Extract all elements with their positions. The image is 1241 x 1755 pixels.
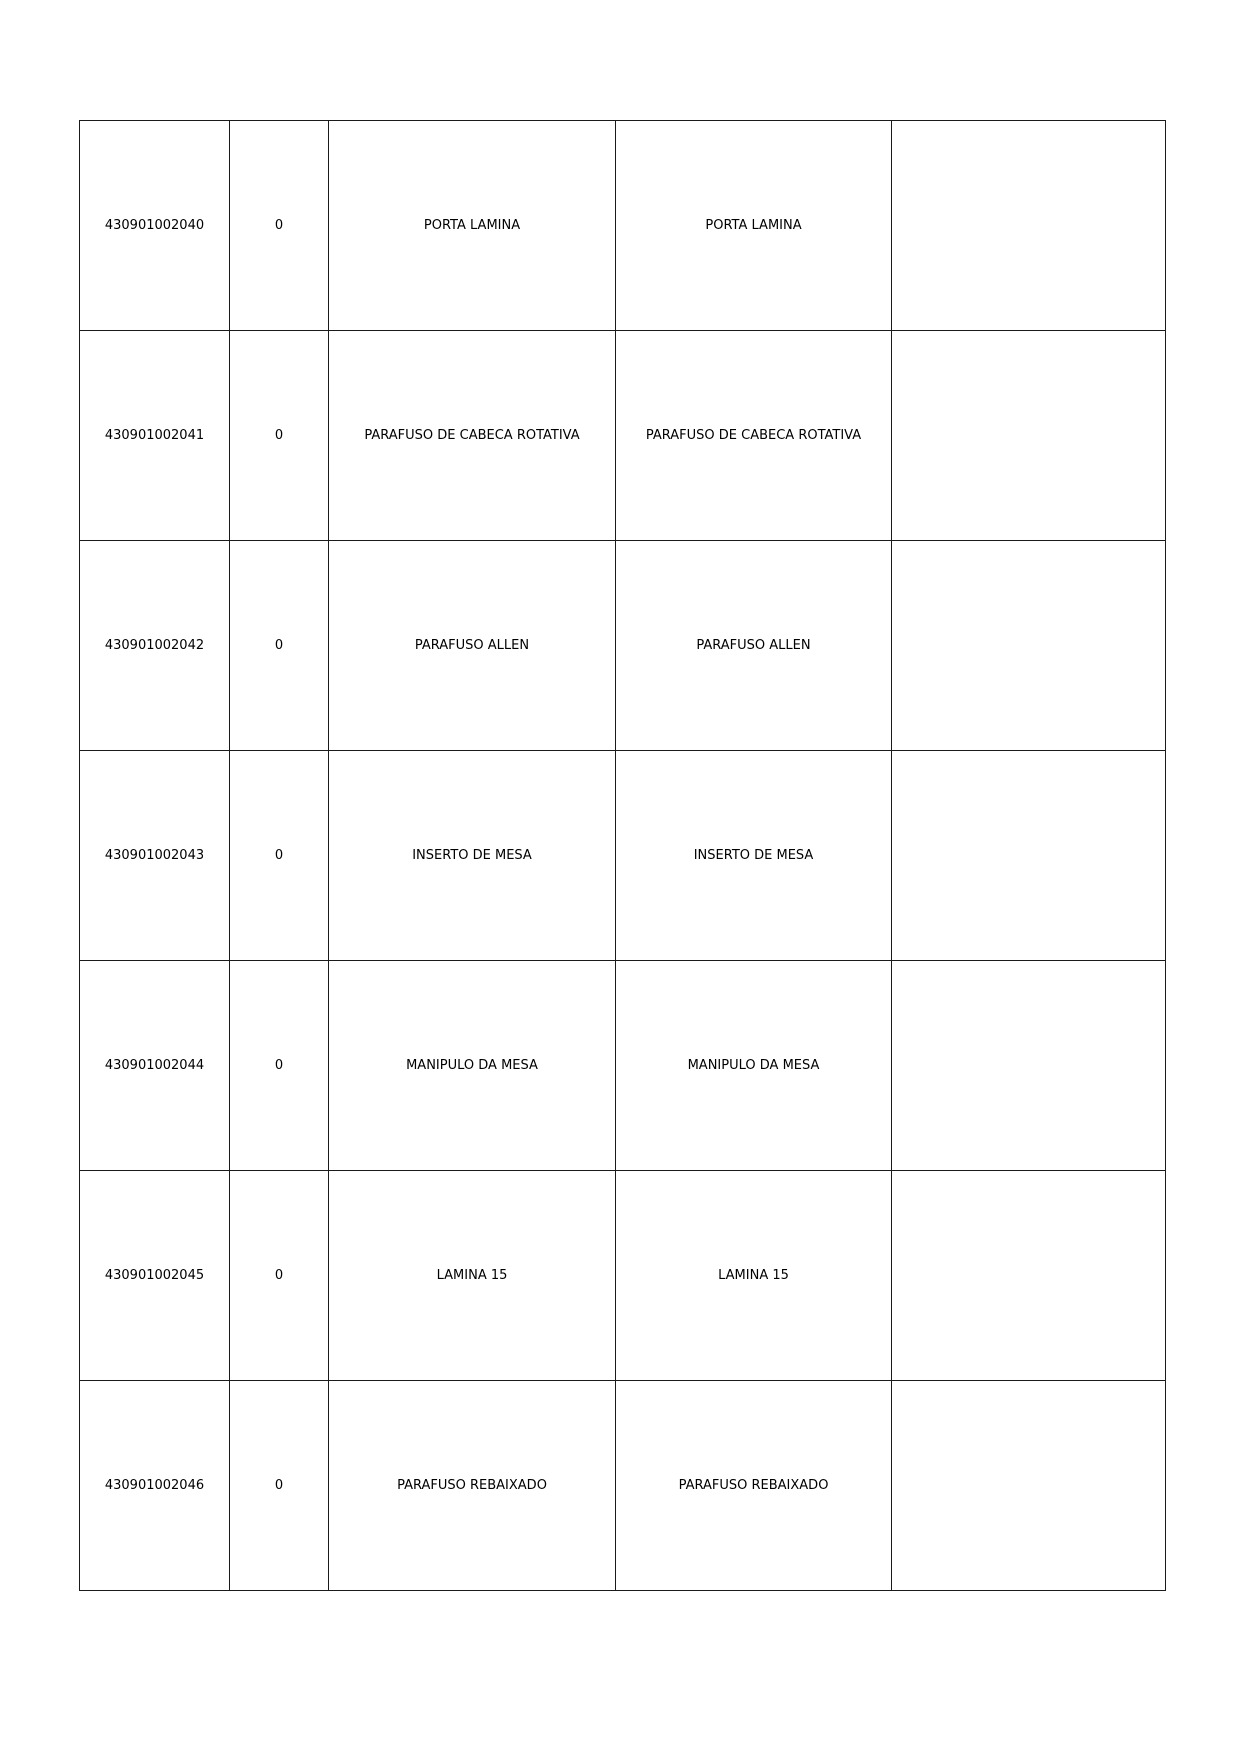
notes-cell [892,1171,1166,1381]
description-cell: MANIPULO DA MESA [329,961,616,1171]
revision-cell: 0 [230,961,329,1171]
part-code-cell: 430901002046 [80,1381,230,1591]
description-cell: PARAFUSO REBAIXADO [329,1381,616,1591]
notes-cell [892,541,1166,751]
description-alt-cell: PARAFUSO REBAIXADO [616,1381,892,1591]
parts-table [79,120,1166,1591]
notes-cell [892,1381,1166,1591]
revision-cell: 0 [230,121,329,331]
description-cell: PARAFUSO ALLEN [329,541,616,751]
notes-cell [892,121,1166,331]
table-row [80,751,1166,961]
description-alt-cell: PARAFUSO ALLEN [616,541,892,751]
description-alt-cell: PORTA LAMINA [616,121,892,331]
revision-cell: 0 [230,541,329,751]
revision-cell: 0 [230,1171,329,1381]
part-code-cell: 430901002042 [80,541,230,751]
part-code-cell: 430901002041 [80,331,230,541]
table-row [80,541,1166,751]
notes-cell [892,331,1166,541]
part-code-cell: 430901002040 [80,121,230,331]
table-row [80,331,1166,541]
parts-table-body [80,121,1166,1591]
table-row [80,121,1166,331]
description-cell: INSERTO DE MESA [329,751,616,961]
notes-cell [892,961,1166,1171]
description-alt-cell: LAMINA 15 [616,1171,892,1381]
notes-cell [892,751,1166,961]
part-code-cell: 430901002043 [80,751,230,961]
description-cell: PORTA LAMINA [329,121,616,331]
description-cell: LAMINA 15 [329,1171,616,1381]
table-row [80,961,1166,1171]
part-code-cell: 430901002044 [80,961,230,1171]
description-alt-cell: INSERTO DE MESA [616,751,892,961]
table-row [80,1171,1166,1381]
description-cell: PARAFUSO DE CABECA ROTATIVA [329,331,616,541]
description-alt-cell: PARAFUSO DE CABECA ROTATIVA [616,331,892,541]
table-row [80,1381,1166,1591]
part-code-cell: 430901002045 [80,1171,230,1381]
revision-cell: 0 [230,331,329,541]
description-alt-cell: MANIPULO DA MESA [616,961,892,1171]
revision-cell: 0 [230,751,329,961]
revision-cell: 0 [230,1381,329,1591]
